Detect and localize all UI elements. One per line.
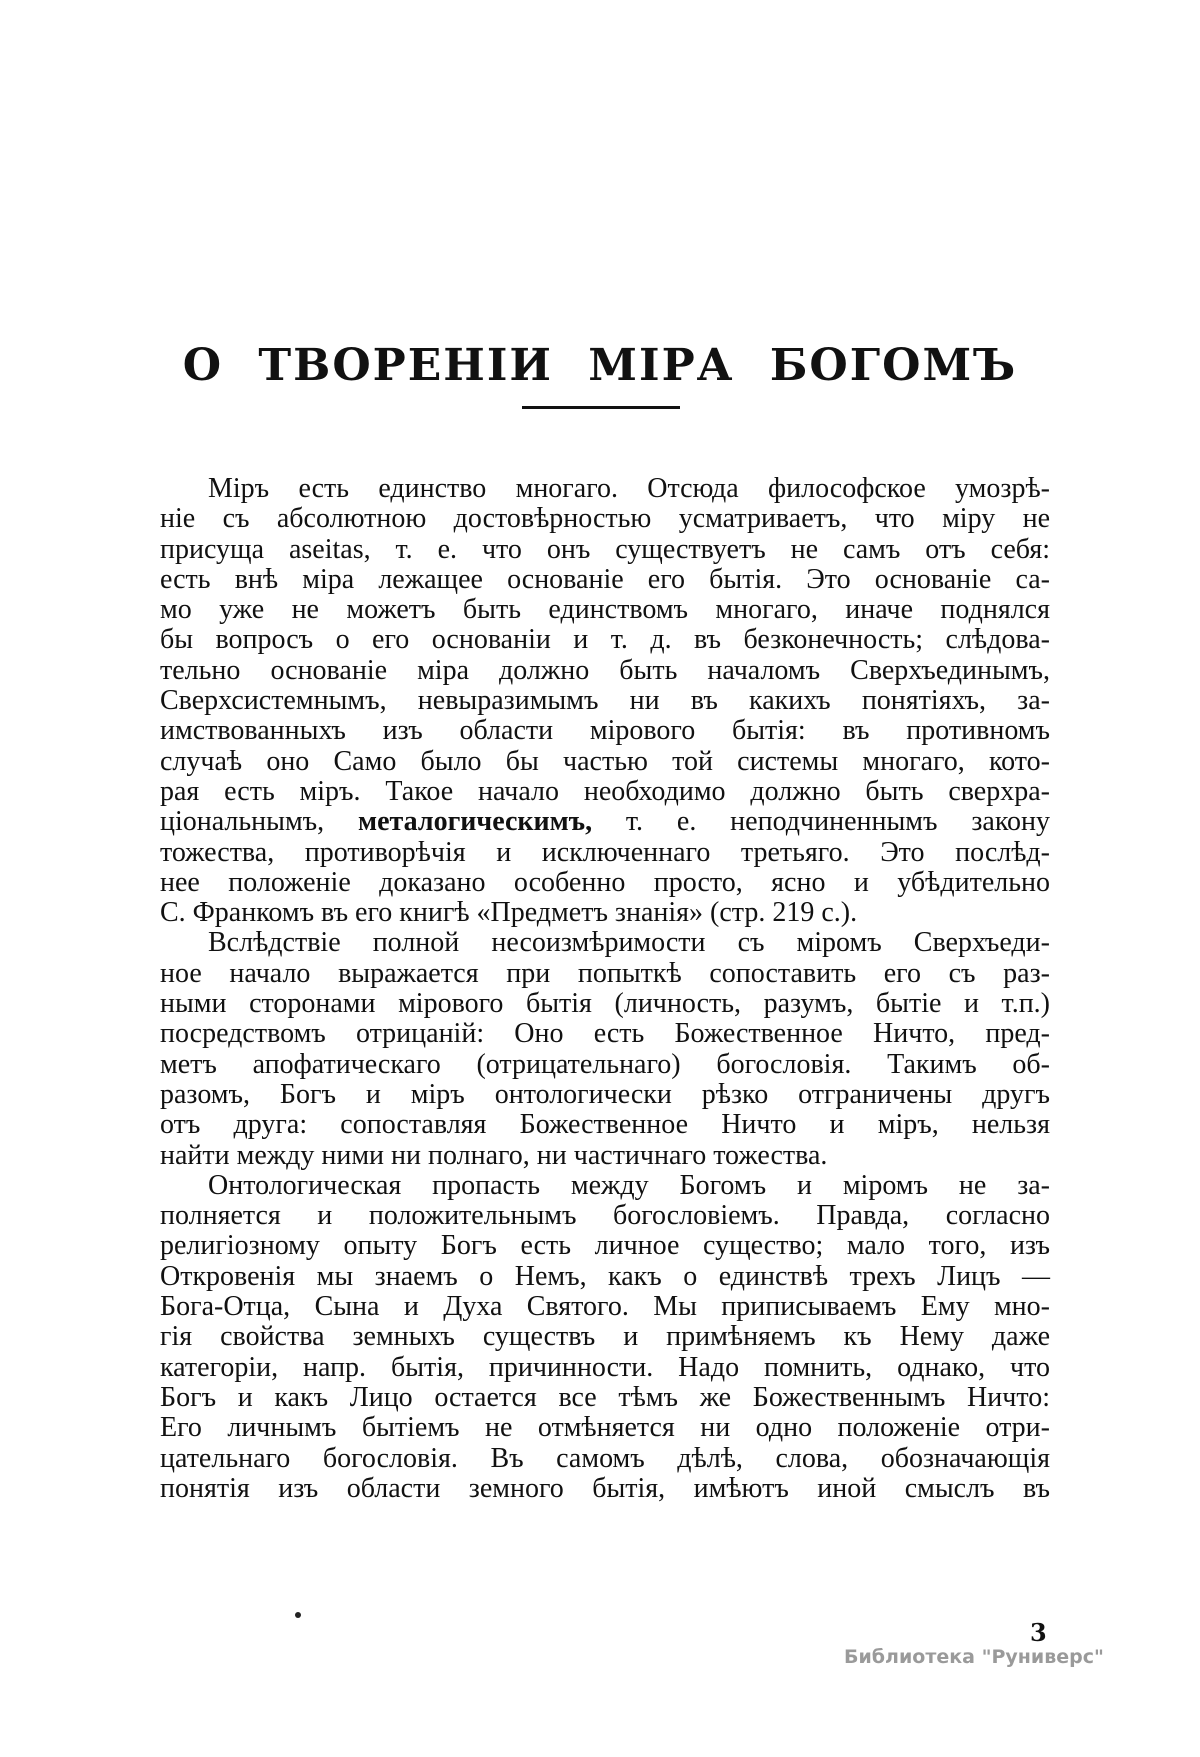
text-line: Онтологическая пропасть между Богомъ и міромъ не за- (208, 1169, 1050, 1201)
text-line: мо уже не можетъ быть единствомъ многаго, иначе поднялся (160, 594, 1050, 626)
text-line: посредствомъ отрицаній: Оно есть Божественное Ничто, пред- (160, 1018, 1050, 1050)
text-line: категоріи, напр. бытія, причинности. Надо помнить, однако, что (160, 1351, 1050, 1383)
text-line: имствованныхъ изъ области мірового бытія: въ противномъ (160, 715, 1050, 747)
text-segment: ціональнымъ, (160, 806, 359, 838)
text-line: гія свойства земныхъ существъ и примѣняемъ къ Нему даже (160, 1321, 1050, 1353)
library-watermark: Библиотека "Руниверс" (844, 1646, 1104, 1668)
text-line: разомъ, Богъ и міръ онтологически рѣзко отграничены другъ (160, 1078, 1050, 1110)
text-line: ніе съ абсолютною достовѣрностью усматриваетъ, что міру не (160, 503, 1050, 535)
text-line: тожества, противорѣчія и исключеннаго третьяго. Это послѣд- (160, 836, 1050, 868)
text-line: случаѣ оно Само было бы частью той системы многаго, кото- (160, 745, 1050, 777)
title-rule (522, 406, 680, 409)
text-line: метъ апофатическаго (отрицательнаго) богословія. Такимъ об- (160, 1048, 1050, 1080)
text-line: Его личнымъ бытіемъ не отмѣняется ни одно положеніе отри- (160, 1412, 1050, 1444)
text-line: Бога-Отца, Сына и Духа Святого. Мы приписываемъ Ему мно- (160, 1291, 1050, 1323)
text-line: найти между ними ни полнаго, ни частичнаго тожества. (160, 1139, 828, 1171)
text-line: нее положеніе доказано особенно просто, ясно и убѣдительно (160, 866, 1050, 898)
text-line: религіозному опыту Богъ есть личное существо; мало того, изъ (160, 1230, 1050, 1262)
text-line: полняется и положительнымъ богословіемъ. Правда, согласно (160, 1200, 1050, 1232)
text-line: рая есть міръ. Такое начало необходимо должно быть сверхра- (160, 775, 1050, 807)
body-text (160, 474, 1050, 1504)
text-line: ными сторонами мірового бытія (личность, разумъ, бытіе и т.п.) (160, 988, 1050, 1020)
bold-term: металогическимъ, (358, 806, 593, 838)
text-line: отъ друга: сопоставляя Божественное Ничто и міръ, нельзя (160, 1109, 1050, 1141)
text-line: ное начало выражается при попыткѣ сопоставить его съ раз- (160, 957, 1050, 989)
text-line: Вслѣдствіе полной несоизмѣримости съ міромъ Сверхъеди- (208, 927, 1050, 959)
stray-dot-mark (295, 1612, 301, 1618)
text-line: понятія изъ области земного бытія, имѣютъ иной смыслъ въ (160, 1472, 1050, 1504)
text-line: Откровенія мы знаемъ о Немъ, какъ о единствѣ трехъ Лицъ — (160, 1260, 1050, 1292)
text-line: тельно основаніе міра должно быть началомъ Сверхъединымъ, (160, 654, 1050, 686)
page-number: 3 (1030, 1618, 1047, 1647)
text-line: есть внѣ міра лежащее основаніе его бытія. Это основаніе са- (160, 563, 1050, 595)
text-segment: т. е. неподчиненнымъ закону (592, 806, 1050, 838)
text-line: Сверхсистемнымъ, невыразимымъ ни въ какихъ понятіяхъ, за- (160, 685, 1050, 717)
chapter-title: О ТВОРЕНІИ МІРА БОГОМЪ (182, 340, 1018, 391)
text-line: присуща aseitas, т. е. что онъ существуетъ не самъ отъ себя: (160, 533, 1050, 565)
text-line: цательнаго богословія. Въ самомъ дѣлѣ, слова, обозначающія (160, 1442, 1050, 1474)
text-line: Міръ есть единство многаго. Отсюда философское умозрѣ- (208, 473, 1050, 504)
text-line: Богъ и какъ Лицо остается все тѣмъ же Божественнымъ Ничто: (160, 1381, 1050, 1413)
text-line-with-bold (160, 807, 1050, 837)
text-line: бы вопросъ о его основаніи и т. д. въ безконечность; слѣдова- (160, 624, 1050, 656)
text-line: С. Франкомъ въ его книгѣ «Предметъ знанія» (стр. 219 с.). (160, 897, 858, 929)
